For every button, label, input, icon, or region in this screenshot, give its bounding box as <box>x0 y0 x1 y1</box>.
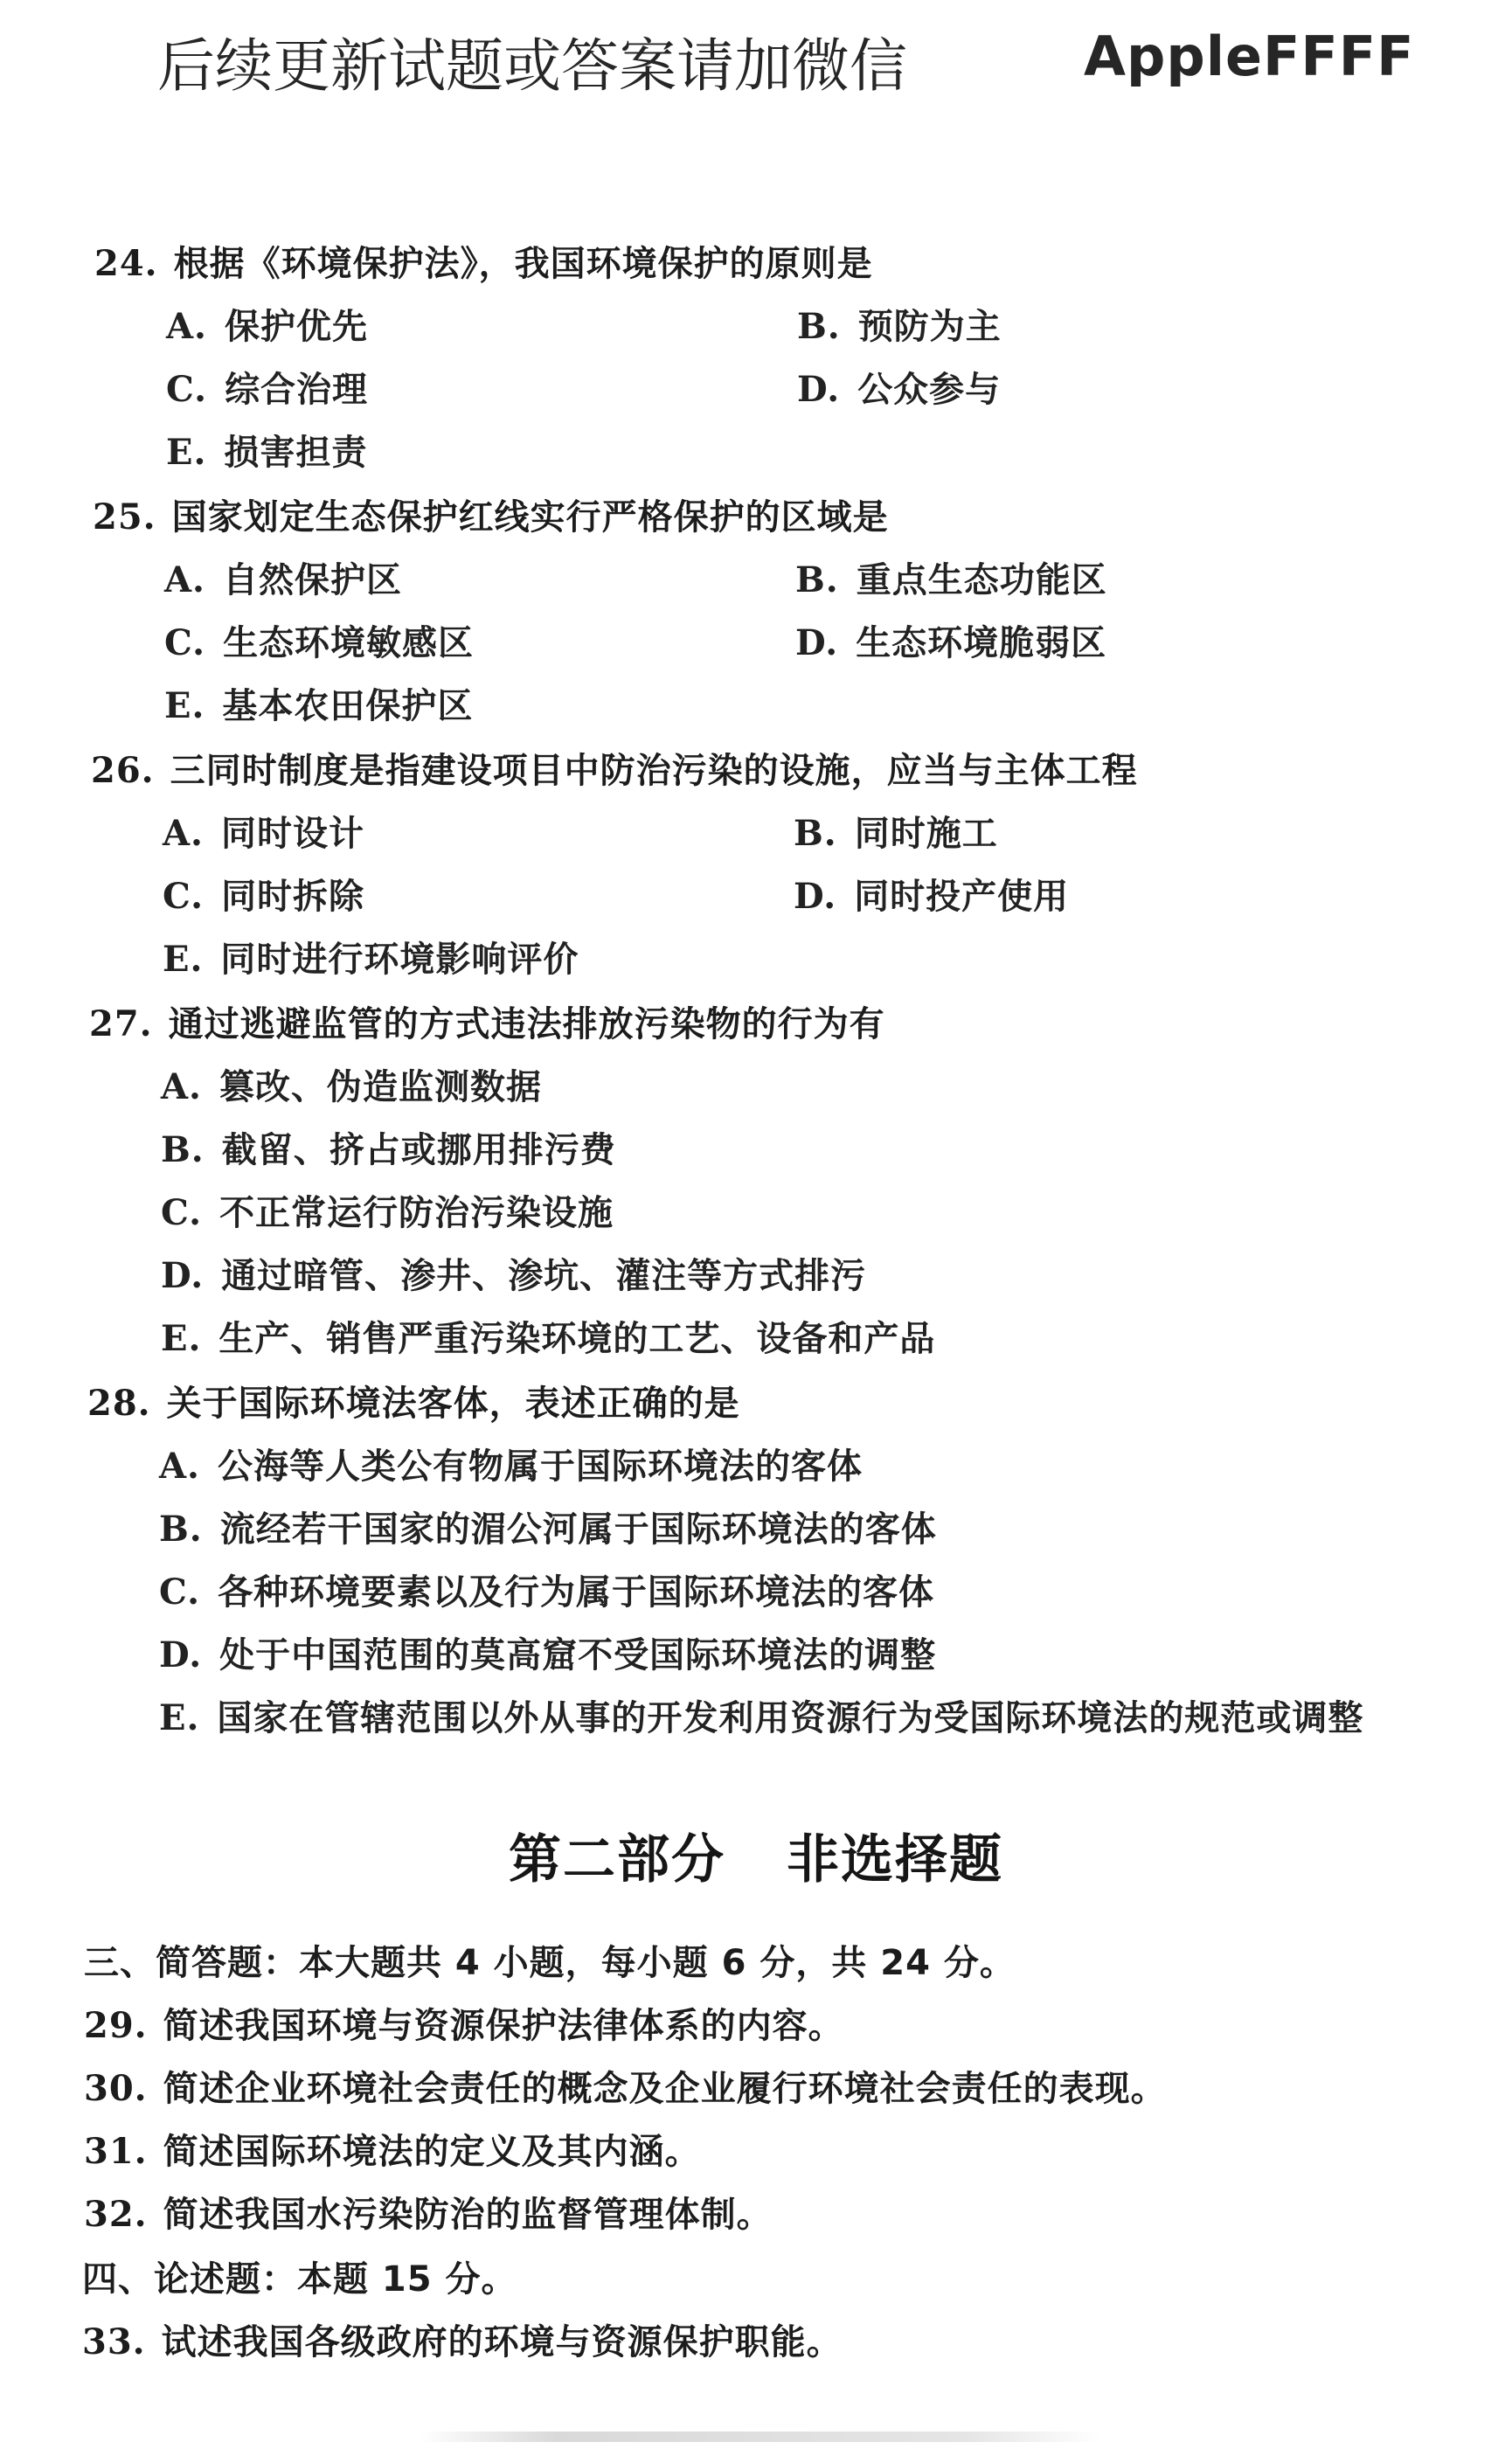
question-33: 33. 试述我国各级政府的环境与资源保护职能。 <box>82 2321 843 2362</box>
question-25-option-a: A. 自然保护区 <box>164 559 402 600</box>
question-26-option-d: D. 同时投产使用 <box>794 876 1070 917</box>
question-28-stem: 28. 关于国际环境法客体，表述正确的是 <box>87 1383 740 1424</box>
part-two-title-a: 第二部分 <box>509 1829 725 1891</box>
part-two-title-b: 非选择题 <box>787 1829 1003 1891</box>
question-24-option-e: E. 损害担责 <box>166 432 368 473</box>
header-banner <box>0 19 1512 107</box>
question-27-option-a: A. 篡改、伪造监测数据 <box>161 1066 542 1107</box>
question-26-option-e: E. 同时进行环境影响评价 <box>163 939 579 980</box>
question-25-option-c: C. 生态环境敏感区 <box>164 622 475 663</box>
question-24-option-b: B. 预防为主 <box>797 306 1002 347</box>
question-25-option-b: B. 重点生态功能区 <box>795 559 1107 600</box>
part-two-title <box>0 1818 1512 1893</box>
wechat-id: AppleFFFF <box>1084 24 1415 88</box>
question-28-option-a: A. 公海等人类公有物属于国际环境法的客体 <box>159 1446 863 1487</box>
section-four-heading: 四、论述题：本题 15 分。 <box>82 2259 517 2300</box>
question-28-option-e: E. 国家在管辖范围以外从事的开发利用资源行为受国际环境法的规范或调整 <box>159 1697 1364 1738</box>
question-29: 29. 简述我国环境与资源保护法律体系的内容。 <box>84 2005 844 2046</box>
section-three-heading: 三、简答题：本大题共 4 小题，每小题 6 分，共 24 分。 <box>84 1943 1016 1983</box>
banner-text: 后续更新试题或答案请加微信 <box>157 32 907 100</box>
question-28-option-d: D. 处于中国范围的莫高窟不受国际环境法的调整 <box>159 1634 937 1675</box>
question-31: 31. 简述国际环境法的定义及其内涵。 <box>84 2131 701 2172</box>
question-26-stem: 26. 三同时制度是指建设项目中防治污染的设施，应当与主体工程 <box>91 750 1138 791</box>
question-24-option-c: C. 综合治理 <box>166 369 369 410</box>
question-25-option-e: E. 基本农田保护区 <box>164 685 474 726</box>
question-25-option-d: D. 生态环境脆弱区 <box>795 622 1107 663</box>
question-24-option-a: A. 保护优先 <box>166 306 368 347</box>
question-30: 30. 简述企业环境社会责任的概念及企业履行环境社会责任的表现。 <box>84 2068 1167 2109</box>
question-24-stem: 24. 根据《环境保护法》，我国环境保护的原则是 <box>94 243 873 284</box>
question-25-stem: 25. 国家划定生态保护红线实行严格保护的区域是 <box>93 496 889 538</box>
question-27-option-c: C. 不正常运行防治污染设施 <box>161 1192 614 1233</box>
question-28-option-b: B. 流经若干国家的湄公河属于国际环境法的客体 <box>159 1509 937 1550</box>
question-27-option-e: E. 生产、销售严重污染环境的工艺、设备和产品 <box>161 1318 936 1359</box>
footer-scan-smudge <box>420 2432 1101 2442</box>
question-27-option-d: D. 通过暗管、渗井、渗坑、灌注等方式排污 <box>161 1255 867 1296</box>
question-28-option-c: C. 各种环境要素以及行为属于国际环境法的客体 <box>159 1571 935 1613</box>
question-24-option-d: D. 公众参与 <box>797 369 1002 410</box>
question-26-option-b: B. 同时施工 <box>794 813 998 854</box>
question-26-option-a: A. 同时设计 <box>163 813 364 854</box>
question-32: 32. 简述我国水污染防治的监督管理体制。 <box>84 2194 773 2235</box>
question-27-option-b: B. 截留、挤占或挪用排污费 <box>161 1129 616 1170</box>
question-27-stem: 27. 通过逃避监管的方式违法排放污染物的行为有 <box>89 1003 885 1044</box>
question-26-option-c: C. 同时拆除 <box>163 876 365 917</box>
